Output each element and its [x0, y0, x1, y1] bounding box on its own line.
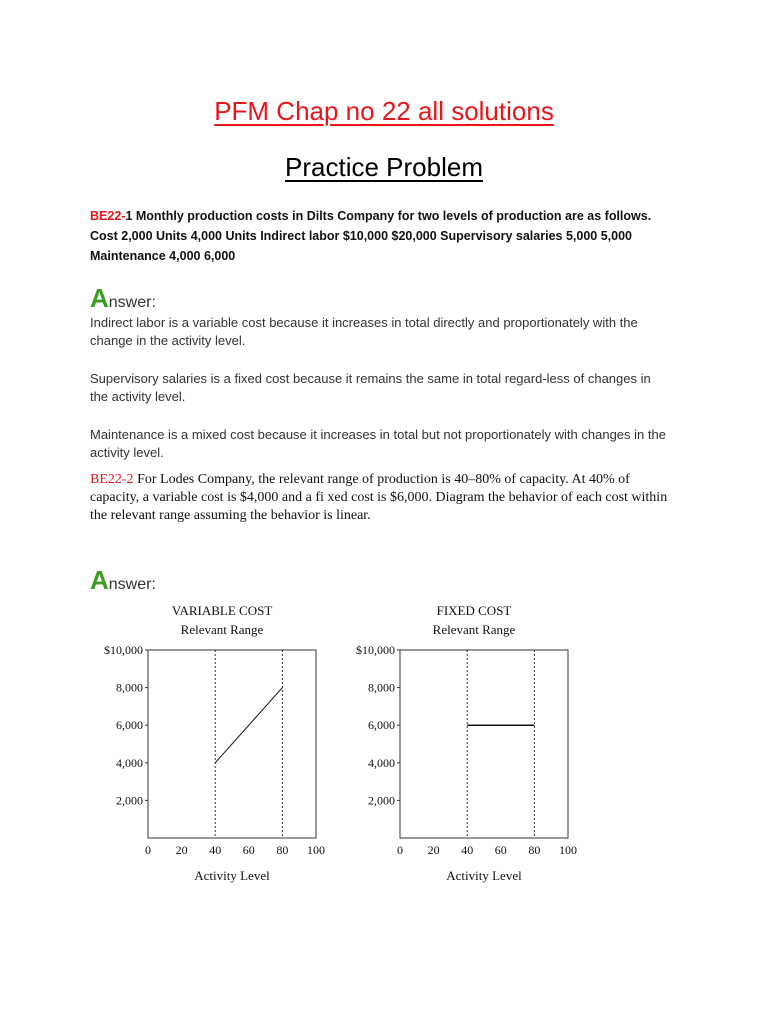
x-axis-label: Activity Level	[446, 868, 522, 883]
chart-title: VARIABLE COST	[171, 603, 273, 618]
x-axis-label: Activity Level	[194, 868, 270, 883]
fixed-cost-chart	[342, 596, 582, 886]
y-tick-label: 4,000	[368, 755, 395, 770]
problem-text: For Lodes Company, the relevant range of production is 40–80% of capacity. At 40% of capacity, a variable cost is $4,000 and a fi xed cost is $6,000. Diagram the behavior of each cost within the relevant range assuming the behavior is linear.	[90, 472, 668, 523]
x-tick-label: 40	[461, 843, 474, 857]
chart-subtitle: Relevant Range	[432, 622, 516, 637]
y-tick-label: 8,000	[116, 680, 143, 695]
problem-be22-1	[90, 206, 670, 266]
y-tick-label: $10,000	[104, 643, 143, 657]
problem-code: BE22-	[90, 209, 126, 223]
chart-title: FIXED COST	[436, 603, 512, 618]
x-tick-label: 60	[242, 843, 255, 857]
variable-cost-chart	[90, 596, 330, 886]
x-tick-label: 80	[276, 843, 289, 857]
answer-paragraph: Maintenance is a mixed cost because it increases in total but not proportionately with changes in the activity level.	[90, 427, 666, 460]
answer-heading	[90, 565, 156, 596]
answer-paragraph: Supervisory salaries is a fixed cost because it remains the same in total regard-less of changes in the activity level.	[90, 371, 651, 404]
plot-frame	[400, 650, 568, 838]
x-tick-label: 100	[559, 843, 577, 857]
document-title: PFM Chap no 22 all solutions	[214, 96, 554, 126]
y-tick-label: 8,000	[368, 680, 395, 695]
problem-be22-2	[90, 471, 680, 525]
y-tick-label: 4,000	[116, 755, 143, 770]
x-tick-label: 80	[528, 843, 541, 857]
problem-code: BE22-2	[90, 472, 134, 487]
y-tick-label: 6,000	[368, 718, 395, 733]
y-tick-label: 2,000	[368, 793, 395, 808]
problem-text: 1 Monthly production costs in Dilts Company for two levels of production are as follows. Cost 2,000 Units 4,000 Units Indirect labor $10,000 $20,000 Supervisory salaries 5,000 5,000 Maintenance 4,000 6,000	[90, 209, 652, 263]
cost-line	[215, 688, 282, 763]
answer-paragraph: Indirect labor is a variable cost because it increases in total directly and proportionately with the change in the activity level.	[90, 315, 638, 348]
answer-initial: A	[90, 283, 109, 313]
x-tick-label: 60	[494, 843, 507, 857]
x-tick-label: 0	[397, 843, 403, 857]
x-tick-label: 20	[427, 843, 440, 857]
x-tick-label: 100	[307, 843, 325, 857]
x-tick-label: 20	[175, 843, 188, 857]
answer-label: nswer:	[108, 294, 156, 311]
section-title: Practice Problem	[285, 152, 483, 182]
answer-heading	[90, 283, 156, 314]
chart-subtitle: Relevant Range	[180, 622, 264, 637]
x-tick-label: 40	[209, 843, 222, 857]
answer-initial: A	[90, 565, 109, 595]
answer-label: nswer:	[108, 576, 156, 593]
y-tick-label: 6,000	[116, 718, 143, 733]
x-tick-label: 0	[145, 843, 151, 857]
y-tick-label: 2,000	[116, 793, 143, 808]
y-tick-label: $10,000	[356, 643, 395, 657]
